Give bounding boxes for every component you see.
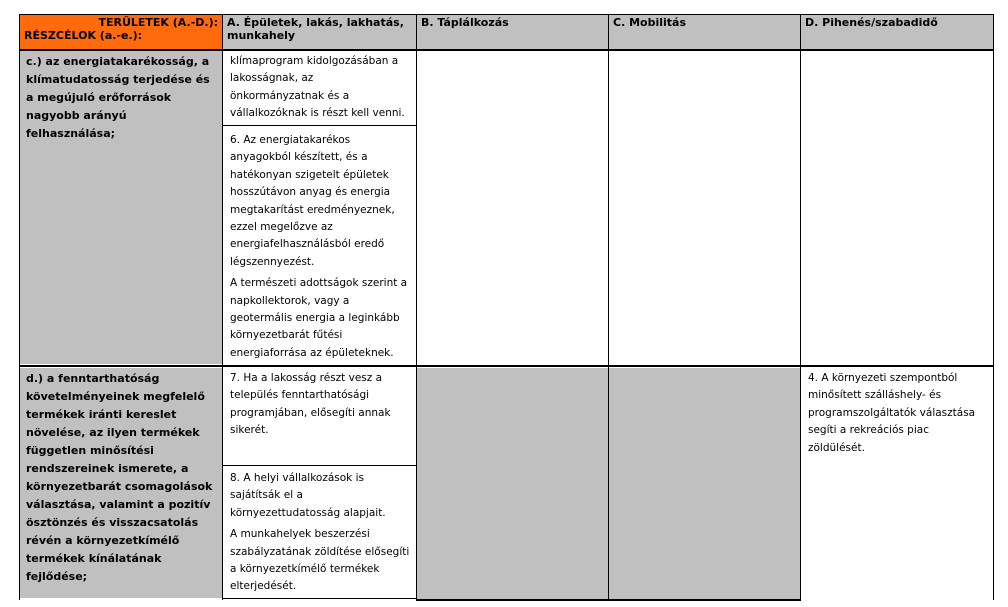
grid-line: [19, 14, 994, 15]
row-d-col-d-text: 4. A környezeti szempontból minősített szálláshely- és programszolgáltatók választása segíti a rekreációs piac zöldülését.: [808, 372, 976, 454]
grid-line: [222, 125, 417, 126]
row-d-col-b-cell: [417, 368, 608, 600]
grid-line: [993, 14, 994, 600]
grid-line: [800, 14, 801, 601]
grid-line: [416, 14, 417, 601]
grid-line: [608, 14, 609, 601]
row-c-col-a-text-2b: A természeti adottságok szerint a napkollektorok, vagy a geotermális energia a leginkább környezetbarát fűtési energiaforrása az épületeknek.: [230, 277, 408, 359]
row-d-col-a-text-2b: A munkahelyek beszerzési szabályzatának zöldítése elősegíti a környezetkímélő termékek elterjedését.: [230, 528, 410, 593]
column-header-b: B. Táplálkozás: [417, 15, 608, 49]
row-c-col-a-text-2a: 6. Az energiatakarékos anyagokból készített, és a hatékonyan szigetelt épületek hosszútávon anyag és energia megtakarítást eredményeznek, ezzel megelőzve az energiafelhasználásból eredő légszennyezést.: [230, 134, 395, 268]
column-header-a: A. Épületek, lakás, lakhatás, munkahely: [223, 15, 416, 49]
grid-line: [19, 14, 20, 600]
grid-line: [222, 14, 223, 600]
row-c-col-c-cell: [609, 51, 800, 364]
row-c-col-d-cell: [801, 51, 993, 364]
corner-header-bottom: RÉSZCÉLOK (a.-e.):: [24, 29, 143, 42]
corner-header-top: TERÜLETEK (A.-D.):: [98, 16, 218, 29]
row-label-c: c.) az energiatakarékosság, a klímatudatosság terjedése és a megújuló erőforrások nagyobb arányú felhasználása;: [20, 51, 222, 364]
row-d-col-a-cell-2: [223, 468, 416, 598]
row-c-col-a-text-1: klímaprogram kidolgozásában a lakosságnak, az önkormányzatnak és a vállalkozóknak is részt kell venni.: [230, 55, 405, 120]
row-c-col-a-cell-1: [223, 51, 416, 124]
column-header-d: D. Pihenés/szabadidő: [801, 15, 993, 49]
grid-line: [19, 365, 994, 367]
row-c-col-a-cell-2: [223, 130, 416, 364]
row-d-col-a-cell-1: [223, 368, 416, 464]
grid-line: [416, 599, 801, 601]
row-label-d: d.) a fenntarthatóság követelményeinek megfelelő termékek iránti kereslet növelése, az ilyen termékek független minősítési rendszereinek ismerete, a környezetbarát csomagolások választása, valamint a pozitív ösztönzés és visszacsatolás révén a környezetkímélő termékek kínálatának fejlődése;: [20, 368, 222, 598]
row-d-col-d-cell: [801, 368, 993, 598]
row-c-col-b-cell: [417, 51, 608, 364]
row-d-col-a-text-1: 7. Ha a lakosság részt vesz a település fenntarthatósági programjában, elősegíti annak sikerét.: [230, 372, 391, 437]
grid-line: [19, 49, 994, 51]
row-d-col-a-text-2a: 8. A helyi vállalkozások is sajátítsák el a környezettudatosság alapjait.: [230, 472, 386, 519]
row-d-col-c-cell: [609, 368, 800, 600]
grid-line: [222, 465, 417, 466]
column-header-c: C. Mobilitás: [609, 15, 800, 49]
corner-header: [20, 15, 222, 49]
grid-line: [222, 598, 417, 599]
